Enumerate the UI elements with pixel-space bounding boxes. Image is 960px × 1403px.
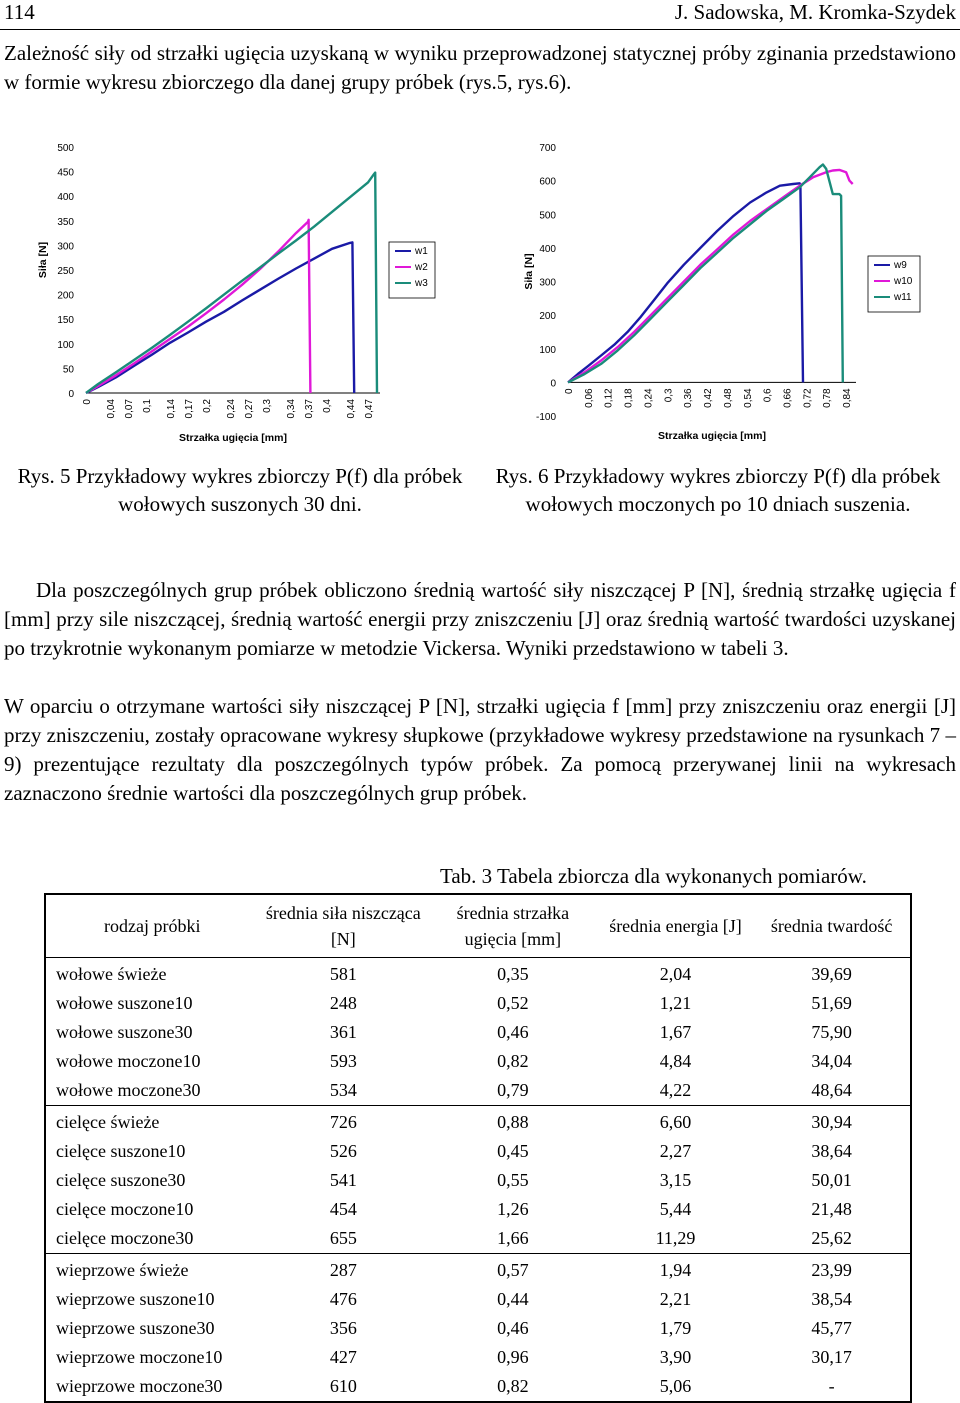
y-tick-label: 200 [57,290,74,302]
table-header-row [45,894,911,958]
table-row [45,1285,911,1314]
figure-6-plot [508,128,954,448]
y-tick-label: -100 [535,412,556,423]
x-tick-label: 0,04 [106,399,117,419]
cell-hardness: 30,17 [811,1347,852,1367]
x-tick-label: 0,34 [286,399,297,419]
cell-sample-type: cielęce świeże [56,1112,160,1132]
y-tick-label: 300 [539,277,556,289]
cell-deflection: 0,52 [497,993,529,1013]
running-head-authors: J. Sadowska, M. Kromka-Szydek [674,0,956,24]
cell-force: 610 [329,1376,357,1396]
legend-label: w1 [415,246,428,257]
y-tick-label: 500 [57,143,74,154]
cell-deflection: 0,88 [497,1112,529,1132]
x-tick-label: 0,6 [762,388,774,403]
results-table [44,893,912,1403]
cell-hardness: 21,48 [811,1199,852,1219]
cell-hardness: 25,62 [811,1228,852,1248]
cell-force: 361 [329,1022,357,1042]
cell-energy: 3,15 [659,1170,692,1190]
page-number: 114 [4,0,35,24]
cell-deflection: 0,46 [497,1318,529,1338]
x-tick-label: 0,3 [663,388,675,403]
figure-5-chart [24,128,454,448]
table-group-veal [45,1106,911,1254]
y-tick-label: 200 [539,311,556,323]
x-tick-label: 0,54 [742,388,754,408]
cell-energy: 4,22 [659,1080,692,1100]
table-row [45,958,911,990]
cell-deflection: 0,55 [497,1170,529,1190]
x-tick-label: 0,27 [244,399,255,419]
cell-force: 655 [329,1228,357,1248]
cell-hardness: 39,69 [811,964,852,984]
cell-energy: 2,21 [659,1289,692,1309]
y-tick-label: 300 [57,241,74,253]
table-row [45,1224,911,1254]
body-paragraph-1: Dla poszczególnych grup próbek obliczono średnią wartość siły niszczącej P [N], średnią strzałkę ugięcia f [mm] przy sile niszczącej, średnią wartość energii przy zniszczeniu [J] oraz średnią wartość twardości uzyskanej po trzykrotnie wykonanym pomiarze w metodzie Vickersa. Wyniki przedstawiono w tabeli 3. [4,578,956,660]
cell-force: 248 [329,993,357,1013]
cell-energy: 11,29 [655,1228,696,1248]
cell-energy: 6,60 [659,1112,692,1132]
cell-deflection: 0,82 [497,1376,529,1396]
x-tick-label: 0,12 [603,388,615,408]
cell-force: 581 [329,964,357,984]
table-row [45,1076,911,1106]
y-tick-label: 600 [539,176,556,188]
x-tick-label: 0,2 [202,399,213,413]
cell-deflection: 0,82 [497,1051,529,1071]
body-paragraph-2: W oparciu o otrzymane wartości siły niszczącej P [N], strzałki ugięcia f [mm] przy zniszczeniu oraz energii [J] przy zniszczeniu, zostały opracowane wykresy słupkowe (przykładowe wykresy przedstawione na rysunkach 7 – 9) prezentujące rezultaty dla poszczególnych typów próbek. Za pomocą przerywanej linii na wykresach zaznaczono średnie wartości dla poszczególnych grup próbek. [4,694,956,805]
y-tick-label: 250 [57,266,74,277]
header-mean-force: średnia siła niszcząca [N] [265,903,421,949]
x-tick-label: 0,42 [703,388,715,408]
table-row [45,1137,911,1166]
cell-deflection: 0,96 [497,1347,529,1367]
figure-5-plot [24,128,454,448]
cell-deflection: 0,79 [497,1080,529,1100]
x-tick-label: 0,47 [364,399,375,419]
intro-paragraph: Zależność siły od strzałki ugięcia uzyskaną w wyniku przeprowadzonej statycznej próby zginania przedstawiono w formie wykresu zbiorczego dla danej grupy próbek (rys.5, rys.6). [4,41,956,94]
legend-label: w2 [415,262,428,273]
x-axis-label: Strzałka ugięcia [mm] [658,430,766,442]
cell-hardness: 75,90 [811,1022,852,1042]
cell-hardness: 34,04 [811,1051,852,1071]
x-tick-label: 0,24 [226,399,237,419]
x-tick-label: 0,44 [346,399,357,419]
header-mean-energy: średnia energia [J] [609,916,742,936]
legend-label: w10 [894,276,913,287]
cell-energy: 1,21 [659,993,692,1013]
y-tick-label: 700 [539,143,556,154]
cell-deflection: 0,44 [497,1289,529,1309]
series-line-w1 [86,242,354,393]
table-group-pork [45,1254,911,1403]
header-rule [0,29,960,30]
cell-sample-type: cielęce moczone30 [56,1228,194,1248]
table-row [45,1106,911,1138]
figure-6-chart [508,128,954,448]
cell-force: 541 [329,1170,357,1190]
cell-sample-type: cielęce suszone10 [56,1141,186,1161]
x-tick-label: 0,48 [722,388,734,408]
table-row [45,1314,911,1343]
x-tick-label: 0,78 [822,388,834,408]
x-tick-label: 0 [564,388,575,394]
header-mean-hardness: średnia twardość [770,916,893,936]
legend-label: w3 [415,278,428,289]
cell-sample-type: wołowe suszone30 [56,1022,193,1042]
cell-force: 526 [329,1141,357,1161]
table-row [45,1195,911,1224]
series-line-w3 [86,173,377,393]
cell-hardness: 50,01 [811,1170,852,1190]
cell-deflection: 1,66 [497,1228,529,1248]
y-tick-label: 450 [57,167,74,179]
x-tick-label: 0,36 [683,388,695,408]
page-header [0,0,960,30]
cell-sample-type: wieprzowe suszone30 [56,1318,215,1338]
cell-hardness: 23,99 [811,1260,852,1280]
cell-force: 356 [329,1318,357,1338]
x-tick-label: 0 [82,399,93,405]
cell-hardness: - [828,1376,835,1396]
x-tick-label: 0,1 [142,399,153,413]
x-tick-label: 0,3 [262,399,273,413]
y-tick-label: 150 [57,315,74,327]
header-sample-type: rodzaj próbki [104,916,201,936]
x-tick-label: 0,84 [842,388,854,408]
cell-deflection: 1,26 [497,1199,529,1219]
table-row [45,1343,911,1372]
series-line-w2 [86,220,310,393]
cell-hardness: 48,64 [811,1080,852,1100]
cell-force: 476 [329,1289,357,1309]
x-tick-label: 0,72 [802,388,814,408]
table-caption: Tab. 3 Tabela zbiorcza dla wykonanych pomiarów. [440,864,867,888]
cell-sample-type: wołowe moczone30 [56,1080,201,1100]
x-tick-label: 0,4 [322,399,333,413]
cell-hardness: 38,54 [811,1289,852,1309]
cell-energy: 4,84 [659,1051,692,1071]
cell-hardness: 38,64 [811,1141,852,1161]
cell-sample-type: cielęce suszone30 [56,1170,186,1190]
cell-sample-type: wołowe moczone10 [56,1051,201,1071]
x-tick-label: 0,18 [623,388,635,408]
cell-force: 726 [329,1112,357,1132]
table-row [45,1372,911,1402]
x-tick-label: 0,24 [643,388,655,408]
y-tick-label: 50 [62,364,74,376]
y-tick-label: 400 [57,192,74,204]
cell-energy: 2,27 [659,1141,692,1161]
cell-deflection: 0,46 [497,1022,529,1042]
cell-force: 287 [329,1260,357,1280]
cell-sample-type: wieprzowe świeże [56,1260,189,1280]
x-tick-label: 0,66 [782,388,794,408]
cell-energy: 1,94 [659,1260,692,1280]
cell-sample-type: wieprzowe moczone30 [56,1376,223,1396]
table-group-beef [45,958,911,1106]
cell-sample-type: wołowe suszone10 [56,993,193,1013]
y-axis-label: Siła [N] [37,241,49,279]
cell-force: 427 [329,1347,357,1367]
y-tick-label: 400 [539,243,556,255]
series-line-w10 [568,170,853,383]
x-tick-label: 0,17 [184,399,195,419]
table-row [45,1018,911,1047]
x-tick-label: 0,06 [583,388,595,408]
header-mean-deflection: średnia strzałka ugięcia [mm] [456,903,570,949]
cell-force: 593 [329,1051,357,1071]
cell-sample-type: wieprzowe suszone10 [56,1289,215,1309]
cell-force: 454 [329,1199,357,1219]
cell-hardness: 51,69 [811,993,852,1013]
cell-energy: 3,90 [659,1347,692,1367]
table-row [45,1166,911,1195]
x-tick-label: 0,14 [166,399,177,419]
cell-sample-type: cielęce moczone10 [56,1199,194,1219]
figure-6-caption: Rys. 6 Przykładowy wykres zbiorczy P(f) dla próbek wołowych moczonych po 10 dniach suszenia. [495,464,941,516]
legend-label: w9 [894,260,907,271]
cell-energy: 2,04 [659,964,692,984]
cell-deflection: 0,45 [497,1141,529,1161]
cell-sample-type: wołowe świeże [56,964,167,984]
y-tick-label: 0 [68,389,74,400]
x-tick-label: 0,37 [304,399,315,419]
y-tick-label: 350 [57,216,74,228]
cell-energy: 5,44 [659,1199,692,1219]
y-tick-label: 500 [539,210,556,222]
y-tick-label: 0 [550,378,556,390]
cell-hardness: 45,77 [811,1318,852,1338]
table-row [45,1254,911,1286]
x-axis-label: Strzałka ugięcia [mm] [179,432,287,444]
y-axis-label: Siła [N] [523,253,535,290]
cell-deflection: 0,57 [497,1260,529,1280]
table-row [45,1047,911,1076]
cell-energy: 1,79 [659,1318,692,1338]
y-tick-label: 100 [57,339,74,351]
figure-5-caption: Rys. 5 Przykładowy wykres zbiorczy P(f) dla próbek wołowych suszonych 30 dni. [17,464,463,516]
table-row [45,989,911,1018]
cell-deflection: 0,35 [497,964,529,984]
cell-sample-type: wieprzowe moczone10 [56,1347,223,1367]
y-tick-label: 100 [539,344,556,356]
cell-energy: 5,06 [659,1376,692,1396]
cell-hardness: 30,94 [811,1112,852,1132]
legend-label: w11 [894,292,912,303]
x-tick-label: 0,07 [124,399,135,419]
cell-force: 534 [329,1080,357,1100]
cell-energy: 1,67 [659,1022,692,1042]
